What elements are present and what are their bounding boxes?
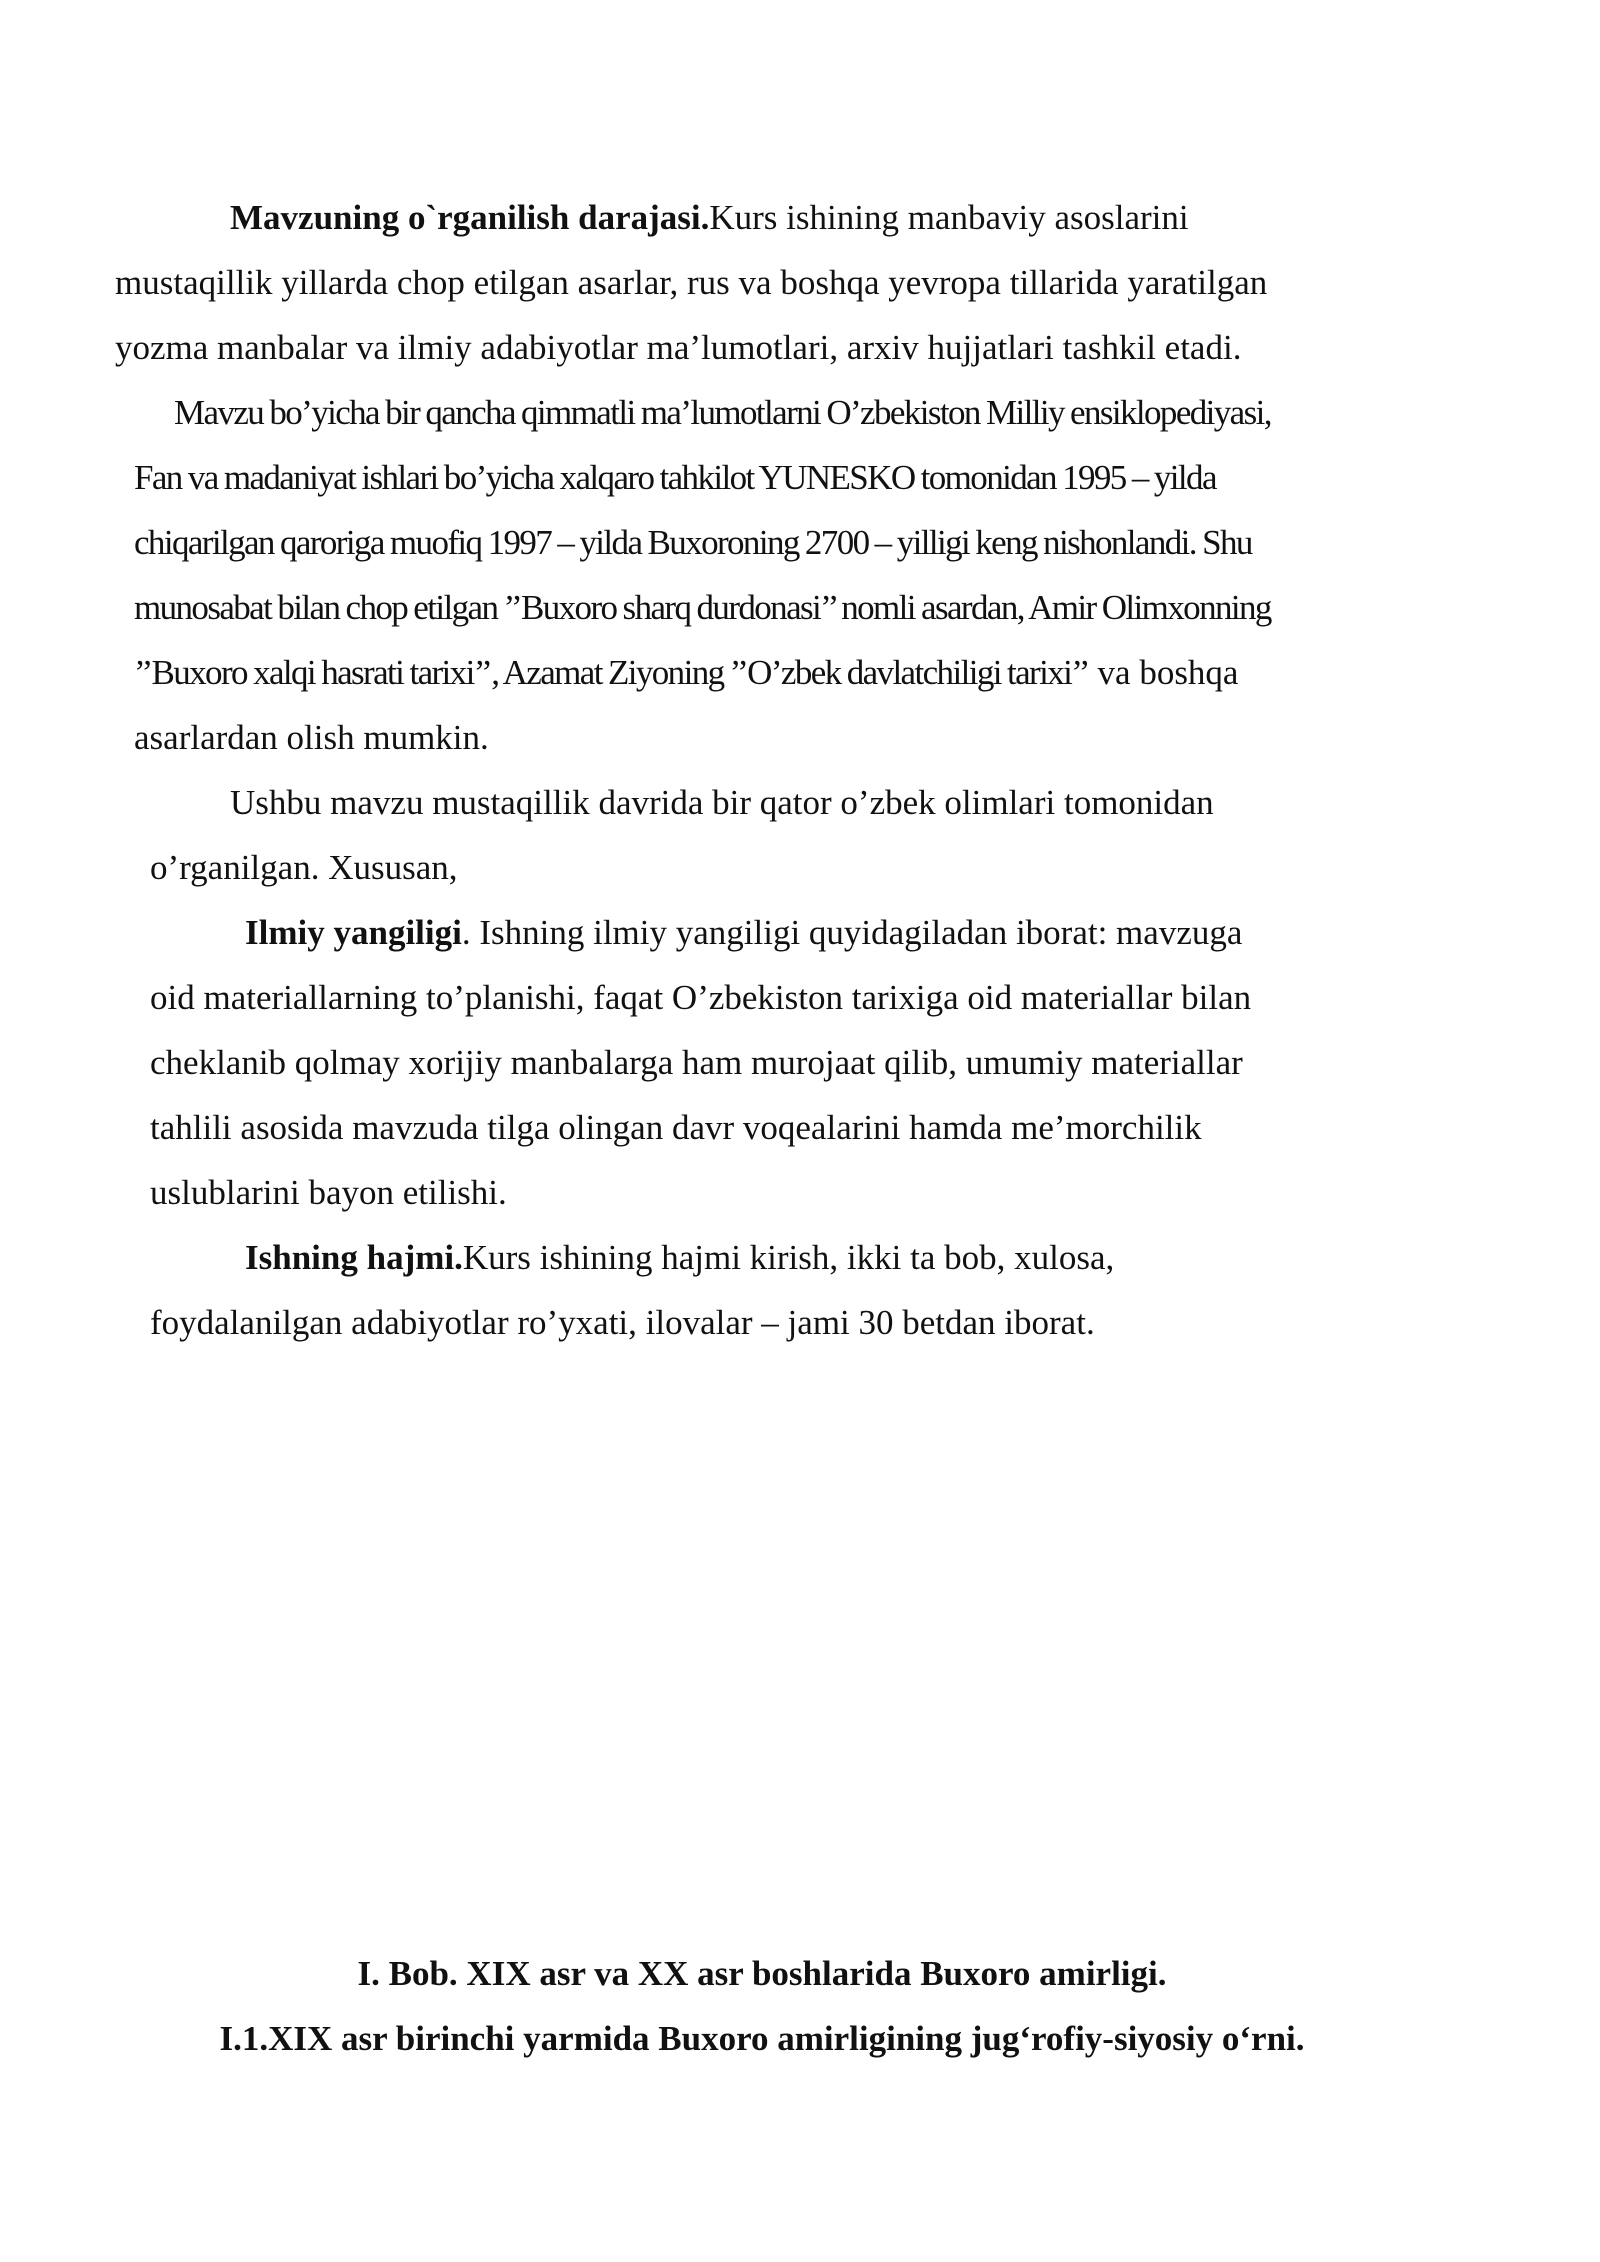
section-title-study-level: Mavzuning o`rganilish darajasi.: [230, 198, 710, 237]
paragraph-text: Kurs ishining hajmi kirish, ikki ta bob, xulosa,: [462, 1238, 1115, 1277]
paragraph-line: cheklanib qolmay xorijiy manbalarga ham murojaat qilib, umumiy materiallar: [150, 1043, 1243, 1082]
paragraph-line: Fan va madaniyat ishlari bo’yicha xalqaro tahkilot YUNESKO tomonidan 1995 – yilda: [134, 458, 1216, 497]
paragraph-line: [134, 651, 1238, 695]
paragraph-text: . Ishning ilmiy yangiligi quyidagiladan iborat: mavzuga: [461, 913, 1243, 952]
paragraph-text: va boshqa: [1088, 653, 1239, 692]
section-title-volume: Ishning hajmi.: [245, 1238, 463, 1277]
paragraph-line: oid materiallarning to’planishi, faqat O’zbekiston tarixiga oid materiallar bilan: [150, 978, 1252, 1017]
section-heading: I.1.XIX asr birinchi yarmida Buxoro amirligining jug‘rofiy-siyosiy o‘rni.: [219, 2019, 1305, 2058]
paragraph-line: Ushbu mavzu mustaqillik davrida bir qator o’zbek olimlari tomonidan: [230, 783, 1214, 822]
paragraph-line: Mavzu bo’yicha bir qancha qimmatli ma’lumotlarni O’zbekiston Milliy ensiklopediyasi,: [174, 393, 1271, 432]
paragraph-line: chiqarilgan qaroriga muofiq 1997 – yilda Buxoroning 2700 – yilligi keng nishonlandi. Shu: [134, 523, 1252, 562]
paragraph-line: munosabat bilan chop etilgan ’’Buxoro sharq durdonasi’’ nomli asardan, Amir Olimxonning: [134, 588, 1271, 627]
paragraph-line: yozma manbalar va ilmiy adabiyotlar ma’lumotlari, arxiv hujjatlari tashkil etadi.: [115, 328, 1242, 367]
paragraph-line: foydalanilgan adabiyotlar ro’yxati, ilovalar – jami 30 betdan iborat.: [150, 1303, 1095, 1342]
paragraph-line: o’rganilgan. Xususan,: [150, 848, 458, 887]
paragraph-line: tahlili asosida mavzuda tilga olingan davr voqealarini hamda me’morchilik: [150, 1108, 1202, 1147]
paragraph-line: [245, 1236, 1114, 1280]
paragraph-text: ’’Buxoro xalqi hasrati tarixi’’, Azamat Ziyoning ’’O’zbek davlatchiligi tarixi’’: [134, 653, 1089, 692]
paragraph-text: Kurs ishining manbaviy asoslarini: [709, 198, 1189, 237]
paragraph-line: [245, 911, 1242, 955]
paragraph-line: mustaqillik yillarda chop etilgan asarlar, rus va boshqa yevropa tillarida yaratilgan: [115, 263, 1268, 302]
paragraph-line: uslublarini bayon etilishi.: [150, 1173, 507, 1212]
chapter-heading: I. Bob. XIX asr va XX asr boshlarida Buxoro amirligi.: [357, 1954, 1167, 1993]
section-title-novelty: Ilmiy yangiligi: [245, 913, 462, 952]
paragraph-line: asarlardan olish mumkin.: [134, 718, 489, 757]
paragraph-line: [230, 196, 1189, 240]
